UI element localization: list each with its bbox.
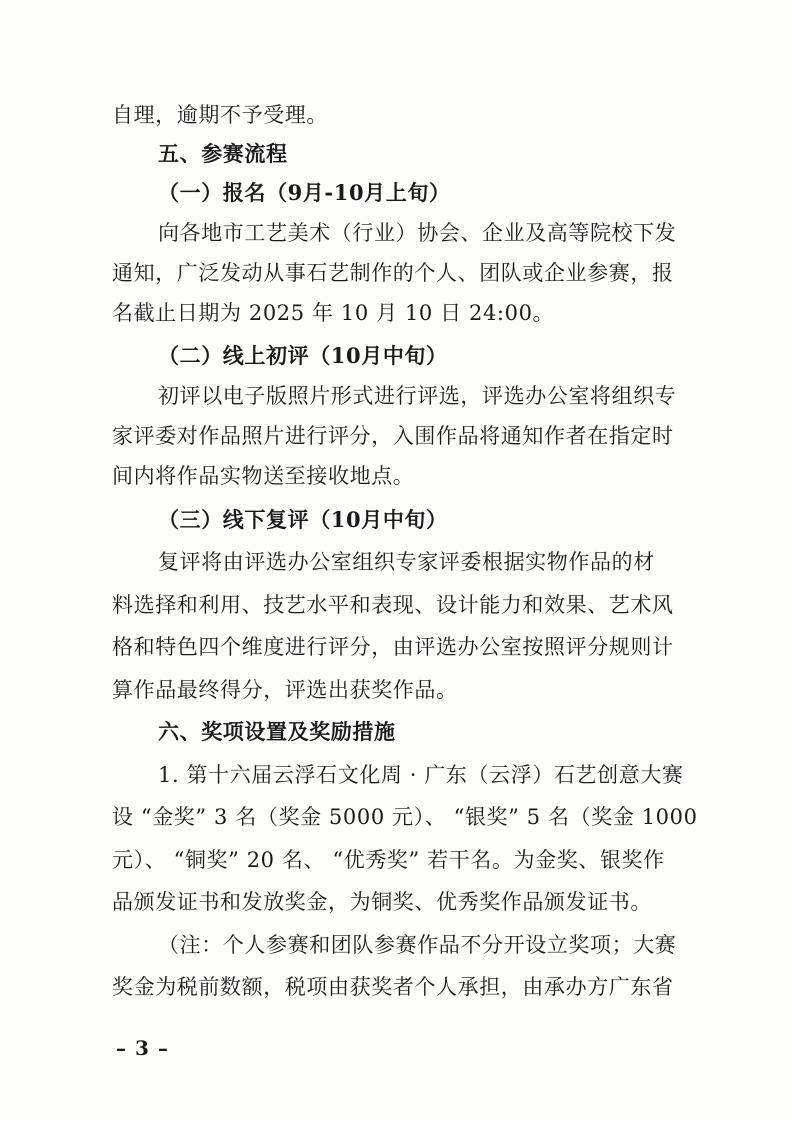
paragraph-line: 复评将由评选办公室组织专家评委根据实物作品的材 <box>158 550 655 574</box>
paragraph-line: 算作品最终得分，评选出获奖作品。 <box>112 678 458 702</box>
paragraph-line: 奖金为税前数额，税项由获奖者个人承担，由承办方广东省 <box>112 975 674 999</box>
paragraph-line: 料选择和利用、技艺水平和表现、设计能力和效果、艺术风 <box>112 593 674 617</box>
subheading-registration: （一）报名（9月-10月上旬） <box>158 180 451 205</box>
paragraph-line: 间内将作品实物送至接收地点。 <box>112 464 415 488</box>
paragraph-line: 设 “金奖” 3 名（奖金 5000 元）、 “银奖” 5 名（奖金 1000 <box>112 805 698 829</box>
paragraph-line: 元）、 “铜奖” 20 名、 “优秀奖” 若干名。为金奖、银奖作 <box>112 848 665 872</box>
paragraph-line: 1. 第十六届云浮石文化周 · 广东（云浮）石艺创意大赛 <box>158 763 684 787</box>
paragraph-line: 品颁发证书和发放奖金，为铜奖、优秀奖作品颁发证书。 <box>112 890 652 914</box>
subheading-online-review: （二）线上初评（10月中旬） <box>158 343 448 368</box>
section-heading-6: 六、奖项设置及奖励措施 <box>158 719 396 744</box>
text-line-continuation: 自理，逾期不予受理。 <box>112 103 328 127</box>
page-number: – 3 – <box>116 1036 169 1060</box>
subheading-offline-review: （三）线下复评（10月中旬） <box>158 507 448 532</box>
paragraph-line: 初评以电子版照片形式进行评选，评选办公室将组织专 <box>158 384 677 408</box>
section-heading-5: 五、参赛流程 <box>158 141 288 166</box>
paragraph-line: 格和特色四个维度进行评分，由评选办公室按照评分规则计 <box>112 635 674 659</box>
paragraph-line: 通知，广泛发动从事石艺制作的个人、团队或企业参赛，报 <box>112 261 674 285</box>
paragraph-line: 家评委对作品照片进行评分，入围作品将通知作者在指定时 <box>112 424 674 448</box>
paragraph-line: 向各地市工艺美术（行业）协会、企业及高等院校下发 <box>158 221 677 245</box>
paragraph-line: 名截止日期为 2025 年 10 月 10 日 24:00。 <box>112 301 555 325</box>
paragraph-line-note: （注：个人参赛和团队参赛作品不分开设立奖项；大赛 <box>158 933 677 957</box>
